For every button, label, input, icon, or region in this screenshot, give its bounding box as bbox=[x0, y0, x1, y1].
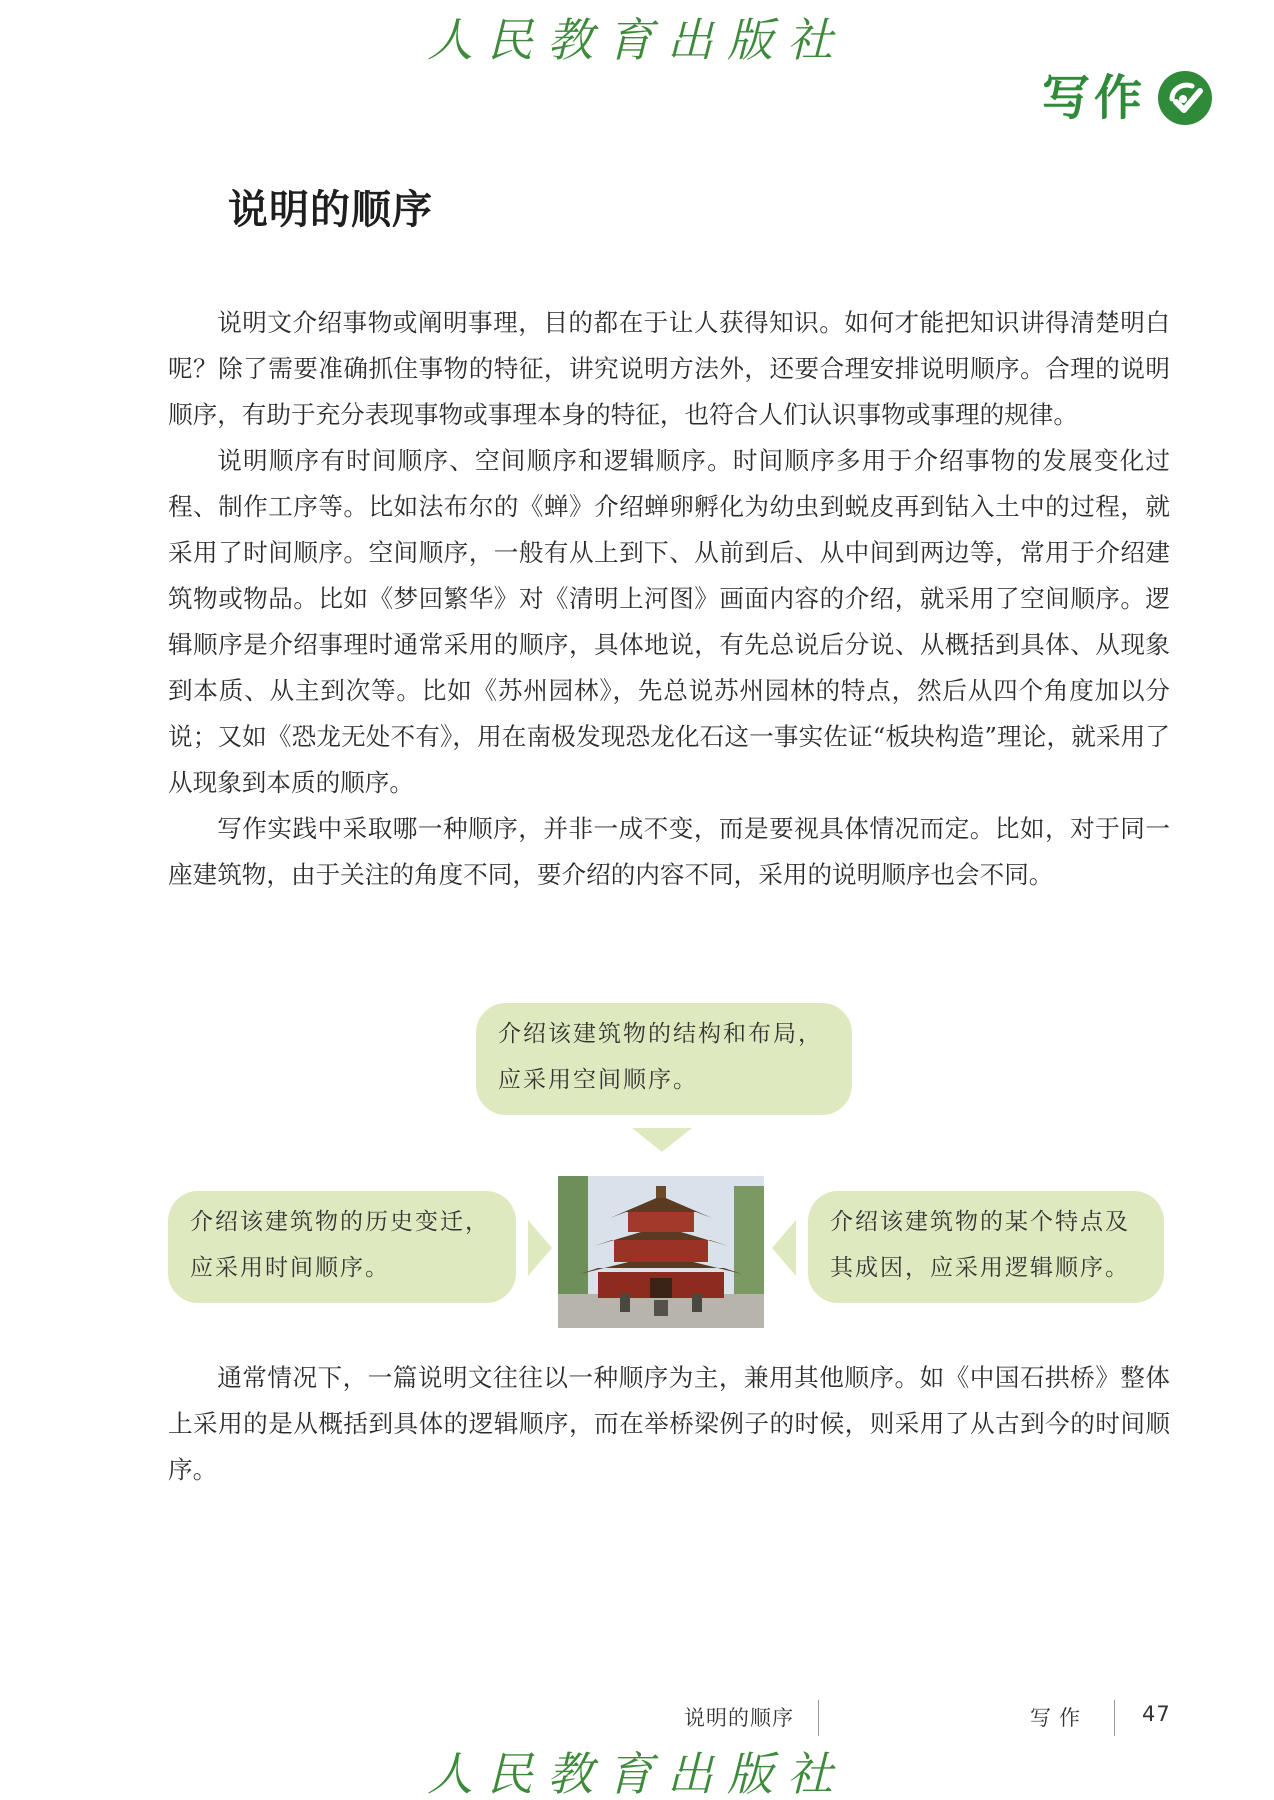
publisher-watermark-top: 人民教育出版社 bbox=[427, 13, 847, 67]
pavilion-photo bbox=[558, 1176, 764, 1328]
paragraph-1: 说明文介绍事物或阐明事理，目的都在于让人获得知识。如何才能把知识讲得清楚明白呢？除了需要准确抓住事物的特征，讲究说明方法外，还要合理安排说明顺序。合理的说明顺序，有助于充分表现事物或事理本身的特征，也符合人们认识事物或事理的规律。 bbox=[168, 308, 1170, 429]
section-badge bbox=[1042, 68, 1214, 128]
bubble-line: 应采用时间顺序。 bbox=[190, 1255, 390, 1281]
bubble-line: 介绍该建筑物的历史变迁， bbox=[190, 1209, 490, 1235]
bubble-line: 应采用空间顺序。 bbox=[498, 1067, 698, 1093]
footer-chapter: 说明的顺序 bbox=[684, 1706, 794, 1730]
arrow-down-icon bbox=[632, 1128, 692, 1152]
pen-circle-icon bbox=[1156, 69, 1214, 127]
footer-section: 写作 bbox=[1030, 1706, 1088, 1730]
publisher-watermark-bottom: 人民教育出版社 bbox=[427, 1747, 847, 1800]
section-title: 写作 bbox=[1042, 70, 1147, 126]
page-title: 说明的顺序 bbox=[228, 187, 433, 233]
body-text-bottom bbox=[168, 1355, 1170, 1493]
bubble-line: 其成因，应采用逻辑顺序。 bbox=[830, 1255, 1130, 1281]
footer-divider bbox=[818, 1700, 819, 1736]
arrow-right-icon bbox=[528, 1220, 552, 1276]
paragraph-2: 说明顺序有时间顺序、空间顺序和逻辑顺序。时间顺序多用于介绍事物的发展变化过程、制作工序等。比如法布尔的《蝉》介绍蝉卵孵化为幼虫到蜕皮再到钻入土中的过程，就采用了时间顺序。空间顺序，一般有从上到下、从前到后、从中间到两边等，常用于介绍建筑物或物品。比如《梦回繁华》对《清明上河图》画面内容的介绍，就采用了空间顺序。逻辑顺序是介绍事理时通常采用的顺序，具体地说，有先总说后分说、从概括到具体、从现象到本质、从主到次等。比如《苏州园林》，先总说苏州园林的特点，然后从四个角度加以分说；又如《恐龙无处不有》，用在南极发现恐龙化石这一事实佐证“板块构造”理论，就采用了从现象到本质的顺序。 bbox=[168, 446, 1170, 797]
bubble-line: 介绍该建筑物的某个特点及 bbox=[830, 1209, 1130, 1235]
page-number: 47 bbox=[1142, 1702, 1171, 1726]
footer-divider bbox=[1114, 1700, 1115, 1736]
bubble-time-order bbox=[168, 1191, 516, 1303]
arrow-left-icon bbox=[772, 1220, 796, 1276]
paragraph-3: 写作实践中采取哪一种顺序，并非一成不变，而是要视具体情况而定。比如，对于同一座建筑物，由于关注的角度不同，要介绍的内容不同，采用的说明顺序也会不同。 bbox=[168, 814, 1170, 889]
bubble-logical-order bbox=[808, 1191, 1164, 1303]
bubble-spatial-order bbox=[476, 1003, 852, 1115]
paragraph-4: 通常情况下，一篇说明文往往以一种顺序为主，兼用其他顺序。如《中国石拱桥》整体上采用的是从概括到具体的逻辑顺序，而在举桥梁例子的时候，则采用了从古到今的时间顺序。 bbox=[168, 1363, 1170, 1484]
body-text-top bbox=[168, 300, 1170, 898]
bubble-line: 介绍该建筑物的结构和布局， bbox=[498, 1021, 823, 1047]
